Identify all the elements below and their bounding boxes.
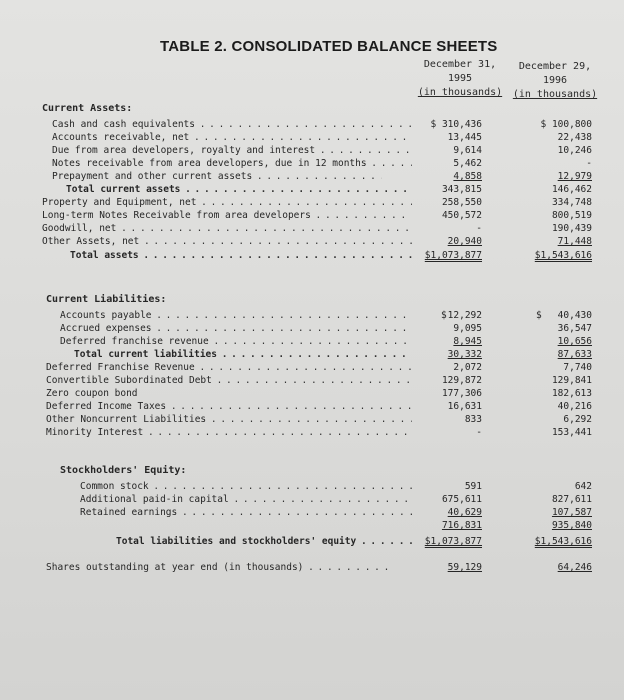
row-value-1996: 64,246 [557,562,592,573]
row-label: Other Noncurrent Liabilities . . . [46,413,412,426]
row-value-1995: 40,629 [447,507,482,518]
row-value-1996: 935,840 [551,520,592,531]
row-value-1995: 4,858 [453,171,482,182]
col1-line2: 1995 [447,73,473,84]
row-value-1995: 8,945 [453,336,482,347]
row-label: Total assets . . . [70,249,412,262]
row-label: Cash and cash equivalents . . . [52,118,412,131]
row-value-1995: 9,614 [453,145,482,156]
row-value-1995: 177,306 [441,388,482,399]
table-row [0,309,624,322]
table-row [0,235,624,248]
row-value-1996: $1,543,616 [534,536,592,547]
col1-line1: December 31, [423,59,497,70]
row-label: Accrued expenses . . . [60,322,412,335]
table-row [0,400,624,413]
table-row-total [0,249,624,262]
row-label: Prepayment and other current assets . . . [52,170,382,183]
table-row [0,144,624,157]
row-label: Shares outstanding at year end (in thousands) . . . [46,561,390,574]
row-label: Common stock . . . [80,480,412,493]
row-value-1995: 343,815 [441,184,482,195]
row-value-1996: 10,656 [557,336,592,347]
table-row [0,131,624,144]
row-label: Deferred Franchise Revenue . . . [46,361,412,374]
row-value-1996: 87,633 [557,349,592,360]
row-value-1996: - [586,158,592,169]
row-value-1995: 12,292 [447,310,482,321]
row-value-1996: 7,740 [563,362,592,373]
dollar-sign: $ [441,310,447,321]
table-row-total [0,535,624,548]
table-row [0,413,624,426]
row-label: Additional paid-in capital . . . [80,493,412,506]
section-stockholders-equity: Stockholders' Equity: [60,465,187,476]
row-label: Retained earnings . . . [80,506,412,519]
row-value-1995: 2,072 [453,362,482,373]
col2-line1: December 29, [518,61,592,72]
row-label: Property and Equipment, net . . . [42,196,412,209]
row-value-1996: 40,216 [557,401,592,412]
col2-line2: 1996 [542,75,568,86]
col2-line3: (in thousands) [512,89,598,100]
row-value-1996: 827,611 [551,494,592,505]
row-label: Other Assets, net . . . [42,235,412,248]
row-value-1996: 6,292 [563,414,592,425]
row-label: Deferred Income Taxes . . . [46,400,412,413]
table-row [0,170,624,183]
row-label: Deferred franchise revenue . . . [60,335,412,348]
table-title: TABLE 2. CONSOLIDATED BALANCE SHEETS [160,38,498,55]
row-value-1995: 9,095 [453,323,482,334]
row-label: Total current liabilities . . . [74,348,412,361]
table-row-shares [0,561,624,574]
row-value-1996: $1,543,616 [534,250,592,261]
row-value-1996: 182,613 [551,388,592,399]
row-value-1996: 800,519 [551,210,592,221]
col1-line3: (in thousands) [417,87,503,98]
section-current-liabilities: Current Liabilities: [46,294,167,305]
row-value-1995: 258,550 [441,197,482,208]
row-value-1995: 13,445 [447,132,482,143]
row-value-1995: 20,940 [447,236,482,247]
table-row [0,506,624,519]
row-label: Notes receivable from area developers, due in 12 months . . . [52,157,412,170]
column-header-1995 [412,58,508,100]
table-row-subtotal [0,519,624,532]
row-label: Accounts payable . . . [60,309,412,322]
table-row [0,493,624,506]
row-value-1996: 146,462 [551,184,592,195]
row-value-1995: 59,129 [447,562,482,573]
row-label: Zero coupon bond [46,388,138,399]
row-value-1995: - [476,223,482,234]
row-value-1995: 591 [464,481,482,492]
row-value-1996: 40,430 [557,310,592,321]
row-value-1995: 5,462 [453,158,482,169]
row-label: Minority Interest . . . [46,426,412,439]
table-row [0,387,624,400]
row-label: Due from area developers, royalty and interest . . . [52,144,412,157]
table-row [0,157,624,170]
row-value-1995: $ 310,436 [430,119,482,130]
table-row [0,118,624,131]
row-value-1995: 675,611 [441,494,482,505]
row-value-1995: 30,332 [447,349,482,360]
row-value-1996: 36,547 [557,323,592,334]
row-value-1996: 107,587 [551,507,592,518]
row-value-1996: 153,441 [551,427,592,438]
dollar-sign: $ [536,310,542,321]
row-value-1996: 642 [574,481,592,492]
table-row [0,426,624,439]
row-value-1996: 334,748 [551,197,592,208]
row-value-1995: $1,073,877 [424,536,482,547]
row-value-1996: 71,448 [557,236,592,247]
row-value-1995: 833 [464,414,482,425]
table-row [0,222,624,235]
table-row [0,209,624,222]
row-value-1995: - [476,427,482,438]
row-value-1996: 190,439 [551,223,592,234]
row-value-1996: 22,438 [557,132,592,143]
table-row [0,361,624,374]
row-label: Convertible Subordinated Debt . . . [46,374,412,387]
row-label: Total current assets . . . [66,183,412,196]
row-label: Goodwill, net . . . [42,222,412,235]
row-value-1996: 129,841 [551,375,592,386]
row-label: Total liabilities and stockholders' equity . . . [116,535,412,548]
row-label: Accounts receivable, net . . . [52,131,412,144]
table-row [0,374,624,387]
column-header-1996 [510,60,600,102]
table-row-total [0,348,624,361]
row-value-1995: 129,872 [441,375,482,386]
row-label: Long-term Notes Receivable from area developers . . . [42,209,412,222]
row-value-1995: 16,631 [447,401,482,412]
row-value-1995: 450,572 [441,210,482,221]
table-row [0,335,624,348]
table-row [0,196,624,209]
row-value-1995: 716,831 [441,520,482,531]
table-row [0,480,624,493]
row-value-1995: $1,073,877 [424,250,482,261]
table-row [0,322,624,335]
section-current-assets: Current Assets: [42,103,133,114]
row-value-1996: 10,246 [557,145,592,156]
table-row-total [0,183,624,196]
row-value-1996: $ 100,800 [540,119,592,130]
row-value-1996: 12,979 [557,171,592,182]
